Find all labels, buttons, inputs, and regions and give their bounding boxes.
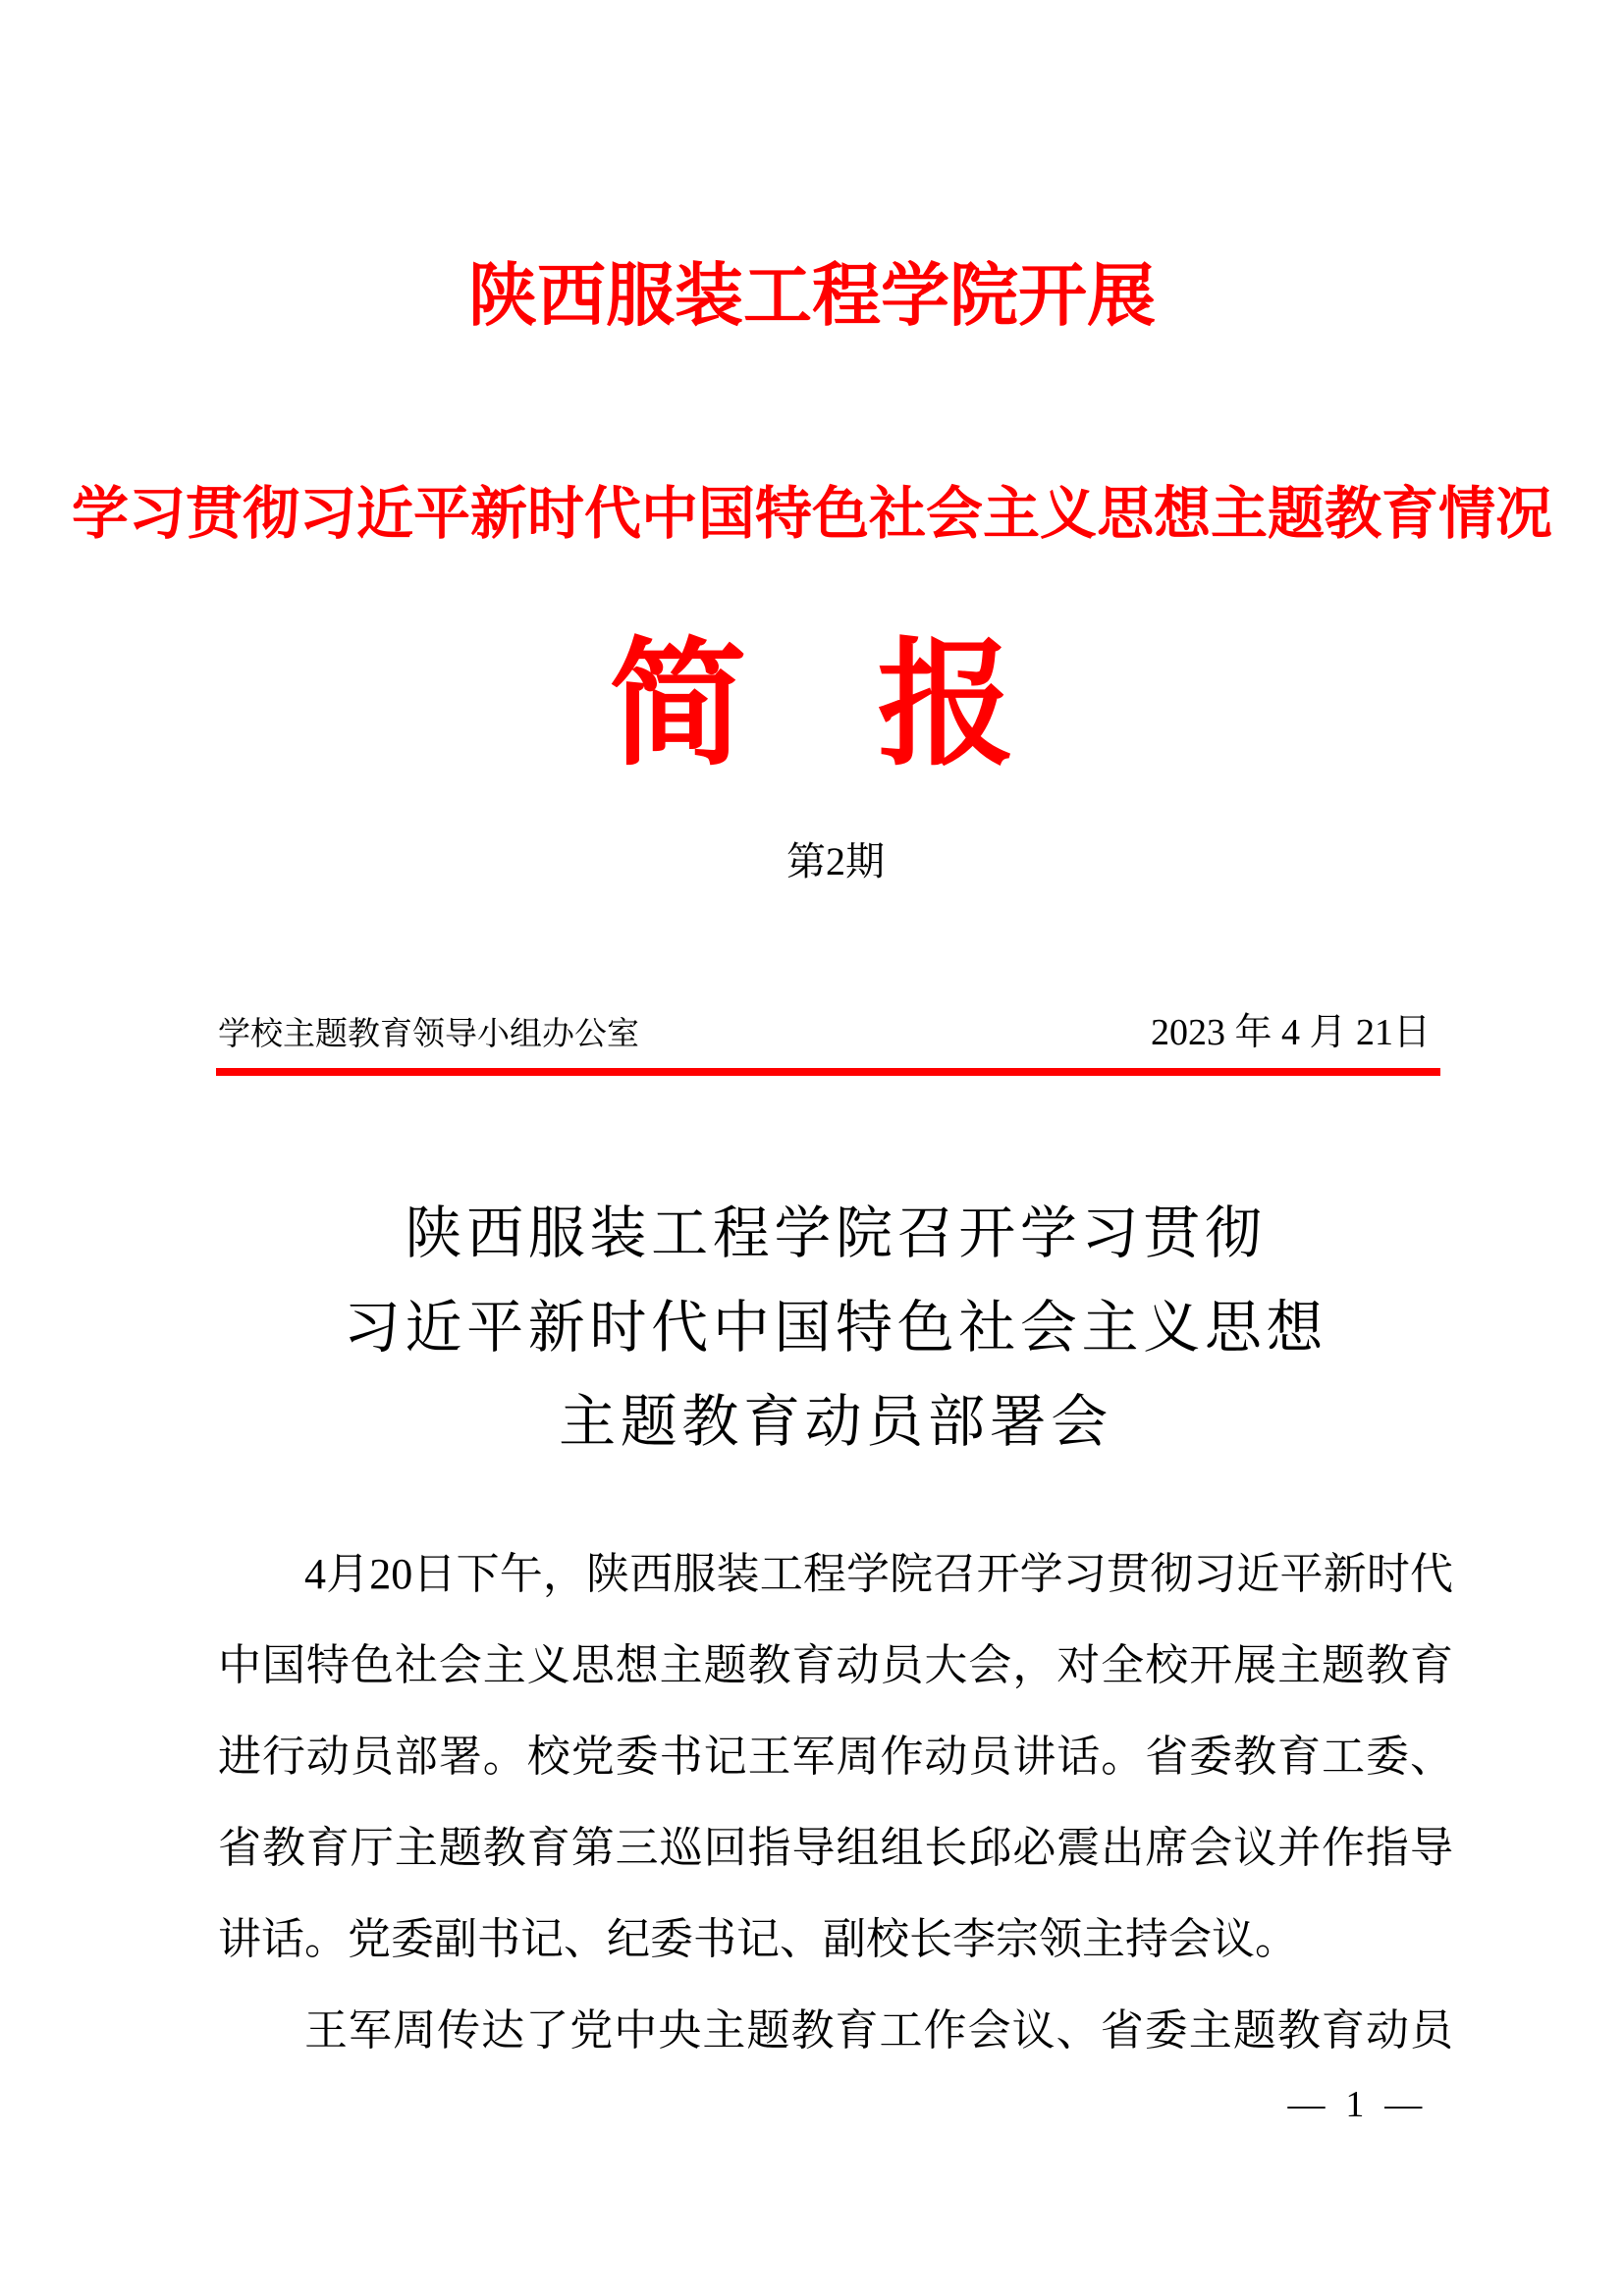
article-body	[218, 1528, 1453, 2076]
issuer-row	[218, 1013, 1431, 1054]
bulletin-title: 简报	[609, 630, 1146, 782]
issue-date: 2023 年 4 月 21日	[1150, 1012, 1431, 1053]
page-number: — 1 —	[1287, 2084, 1428, 2125]
issue-number: 第2期	[786, 839, 885, 883]
article-heading-line-1: 陕西服装工程学院召开学习贯彻	[405, 1201, 1267, 1265]
masthead-red-rule	[216, 1068, 1440, 1076]
issuer-name: 学校主题教育领导小组办公室	[218, 1017, 639, 1052]
article-heading-line-3: 主题教育动员部署会	[559, 1390, 1112, 1454]
masthead-theme-line: 学习贯彻习近平新时代中国特色社会主义思想主题教育情况	[71, 482, 1552, 546]
body-line: 讲话。党委副书记、纪委书记、副校长李宗领主持会议。	[218, 1915, 1298, 1963]
article-heading-line-2: 习近平新时代中国特色社会主义思想	[343, 1296, 1328, 1360]
body-line: 进行动员部署。校党委书记王军周作动员讲话。省委教育工委、	[218, 1733, 1453, 1781]
body-line: 中国特色社会主义思想主题教育动员大会，对全校开展主题教育	[218, 1641, 1453, 1689]
body-line: 4月20日下午，陕西服装工程学院召开学习贯彻习近平新时代	[304, 1550, 1453, 1598]
body-line: 王军周传达了党中央主题教育工作会议、省委主题教育动员	[304, 2006, 1453, 2055]
masthead-org-line: 陕西服装工程学院开展	[468, 259, 1156, 335]
article-heading	[218, 1187, 1453, 1469]
body-line: 省教育厅主题教育第三巡回指导组组长邱必震出席会议并作指导	[218, 1824, 1453, 1872]
